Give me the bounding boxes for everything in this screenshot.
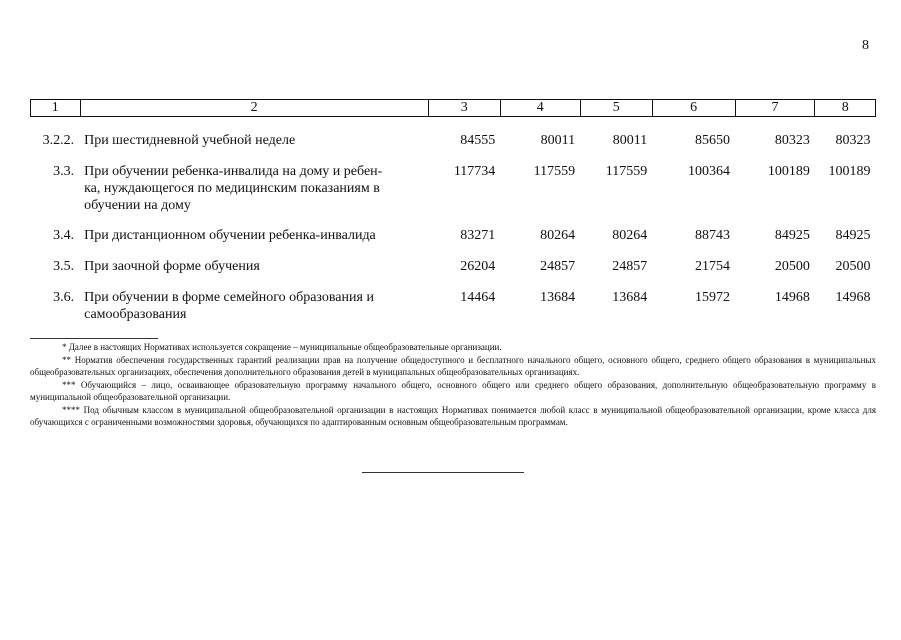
- row-index: 3.2.2.: [42, 133, 75, 148]
- row-value: 117734: [453, 164, 496, 179]
- row-description: [80, 275, 428, 323]
- row-value: 100189: [767, 164, 810, 179]
- column-header: 7: [735, 100, 815, 117]
- column-header: 5: [580, 100, 652, 117]
- row-index: 3.6.: [53, 290, 75, 305]
- row-value: 20500: [835, 259, 871, 274]
- table-row: [31, 149, 876, 214]
- row-description: [80, 214, 428, 244]
- row-description-line: самообразования: [84, 307, 187, 322]
- row-value: 80323: [774, 133, 810, 148]
- column-header: 8: [815, 100, 876, 117]
- end-of-document-rule: [362, 472, 524, 473]
- row-value: 80011: [540, 133, 576, 148]
- row-value: 26204: [460, 259, 496, 274]
- row-description-line: При шестидневной учебной неделе: [84, 133, 296, 148]
- row-description-line: ка, нуждающегося по медицинским показаниям в: [84, 181, 380, 196]
- column-header: 1: [31, 100, 81, 117]
- row-value: 117559: [533, 164, 576, 179]
- row-value: 80264: [612, 228, 648, 243]
- table-row: [31, 275, 876, 323]
- row-index: 3.5.: [53, 259, 75, 274]
- row-value: 21754: [695, 259, 731, 274]
- footnotes: [30, 341, 876, 429]
- row-value: 13684: [540, 290, 576, 305]
- row-value: 84555: [460, 133, 496, 148]
- row-value: 15972: [695, 290, 731, 305]
- row-description-line: При обучении ребенка-инвалида на дому и ребен-: [84, 164, 383, 179]
- row-description-line: При дистанционном обучении ребенка-инвалида: [84, 228, 376, 243]
- row-value: 83271: [460, 228, 496, 243]
- row-value: 20500: [774, 259, 810, 274]
- row-description: [80, 117, 428, 150]
- footnote: **** Под обычным классом в муниципальной общеобразовательной организации в настоящих Нормативах понимается любой класс в муниципальной общеобразовательной организации, кроме класса для обучающихся с ограниченными возможностями здоровья, обучающихся по адаптированным основным общеобразовательным программам.: [30, 404, 876, 427]
- table-header-row: [31, 100, 876, 117]
- row-value: 14464: [460, 290, 496, 305]
- table-row: [31, 214, 876, 244]
- page-number: 8: [862, 38, 869, 53]
- row-value: 14968: [774, 290, 810, 305]
- row-value: 88743: [695, 228, 731, 243]
- row-description-line: При заочной форме обучения: [84, 259, 260, 274]
- row-description-line: обучении на дому: [84, 198, 191, 213]
- row-index: 3.4.: [53, 228, 75, 243]
- footnote: * Далее в настоящих Нормативах используется сокращение – муниципальные общеобразовательные организации.: [62, 342, 502, 352]
- row-description-line: При обучении в форме семейного образования и: [84, 290, 374, 305]
- row-value: 24857: [540, 259, 576, 274]
- table-row: [31, 117, 876, 150]
- table-row: [31, 244, 876, 275]
- column-header: 4: [500, 100, 580, 117]
- row-description: [80, 244, 428, 275]
- footnote-separator: [30, 338, 158, 339]
- row-value: 100364: [688, 164, 731, 179]
- column-header: 3: [428, 100, 500, 117]
- footnote: ** Норматив обеспечения государственных гарантий реализации прав на получение общедоступного и бесплатного начального общего, основного общего, среднего общего образования в муниципальных общеобразовательных организациях, обеспечения дополнительного образования детей в муниципальных общеобразовательных организациях.: [30, 354, 876, 377]
- row-value: 85650: [695, 133, 731, 148]
- norms-table: [30, 99, 876, 323]
- row-value: 84925: [835, 228, 871, 243]
- row-value: 24857: [612, 259, 648, 274]
- row-value: 14968: [835, 290, 871, 305]
- row-value: 100189: [828, 164, 871, 179]
- column-header: 6: [652, 100, 735, 117]
- row-value: 84925: [774, 228, 810, 243]
- column-header: 2: [80, 100, 428, 117]
- row-value: 80323: [835, 133, 871, 148]
- row-value: 13684: [612, 290, 648, 305]
- row-value: 80011: [612, 133, 648, 148]
- row-index: 3.3.: [53, 164, 75, 179]
- footnote: *** Обучающийся – лицо, осваивающее образовательную программу начального общего, основного общего или среднего общего образования, дополнительную общеобразовательную программу в муниципальной общеобразовательной организации.: [30, 379, 876, 402]
- row-value: 117559: [605, 164, 648, 179]
- row-description: [80, 149, 428, 214]
- row-value: 80264: [540, 228, 576, 243]
